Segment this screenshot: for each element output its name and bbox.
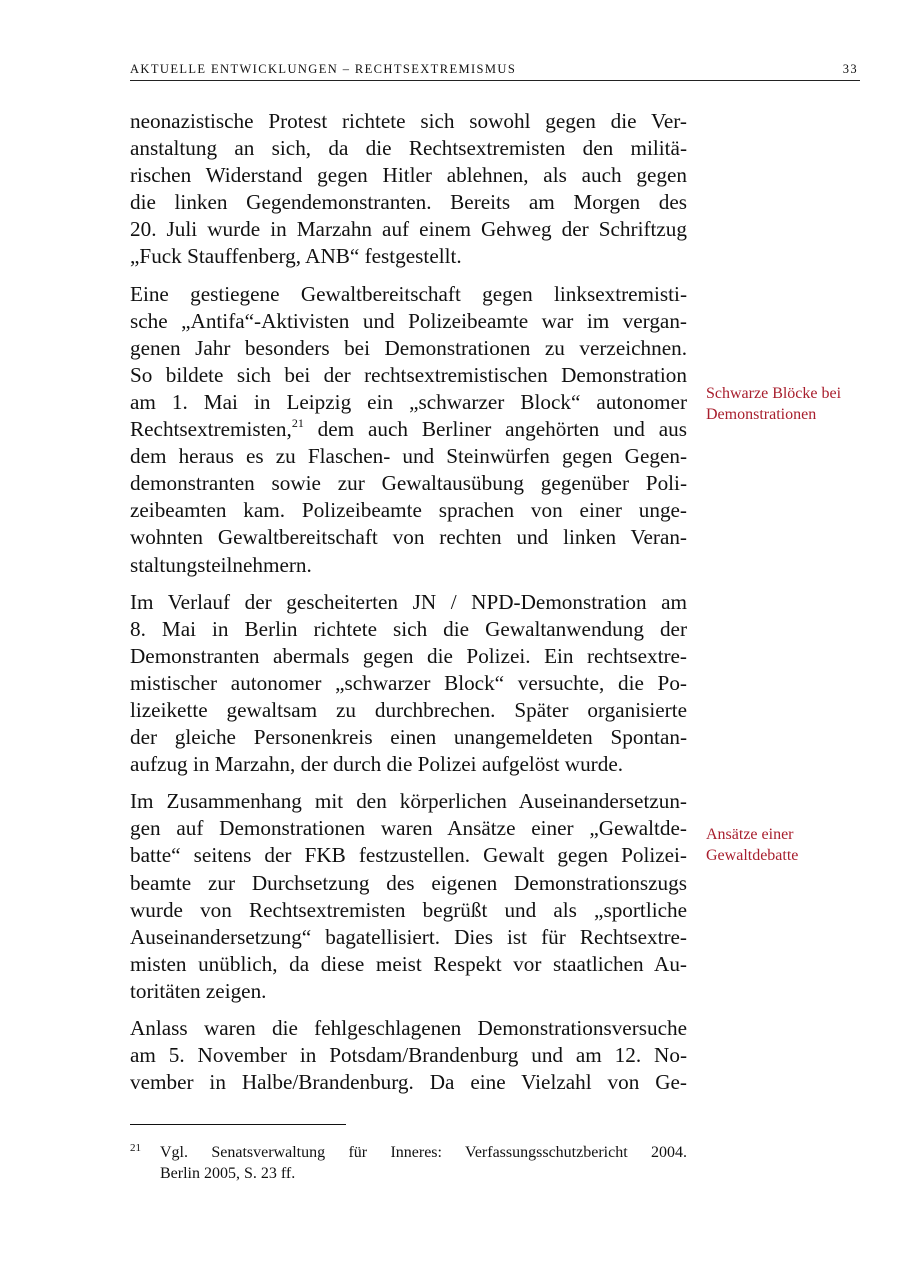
footnote-reference[interactable]: 21	[291, 416, 304, 431]
text-line: lizeikette gewaltsam zu durchbrechen. Später organisierte	[130, 697, 687, 722]
text-line: Eine gestiegene Gewaltbereitschaft gegen linksextremisti-	[130, 281, 687, 306]
text-line: die linken Gegendemonstranten. Bereits am Morgen des	[130, 190, 687, 215]
text-line: misten unüblich, da diese meist Respekt vor staatlichen Au-	[130, 951, 687, 976]
text-line: neonazistische Protest richtete sich sowohl gegen die Ver-	[130, 109, 687, 133]
text-line: wurde von Rechtsextremisten begrüßt und als „sportliche	[130, 897, 687, 922]
text-fragment: Rechtsextremisten,	[130, 417, 292, 442]
page-number: 33	[842, 62, 858, 76]
text-line: rischen Widerstand gegen Hitler ablehnen, als auch gegen	[130, 163, 687, 188]
text-line: genen Jahr besonders bei Demonstrationen zu verzeichnen.	[130, 335, 687, 360]
text-line: mistischer autonomer „schwarzer Block“ versuchte, die Po-	[130, 670, 687, 695]
text-line: gen auf Demonstrationen waren Ansätze einer „Gewaltde-	[130, 816, 687, 841]
text-line: wohnten Gewaltbereitschaft von rechten und linken Veran-	[130, 525, 687, 550]
text-line: toritäten zeigen.	[130, 978, 267, 1003]
margin-note-schwarze-bloecke	[706, 383, 876, 425]
text-line: Auseinandersetzung“ bagatellisiert. Dies ist für Rechtsextre-	[130, 924, 687, 949]
margin-note-line: Gewaltdebatte	[706, 847, 799, 864]
text-line: vember in Halbe/Brandenburg. Da eine Vielzahl von Ge-	[130, 1070, 687, 1095]
text-line: aufzug in Marzahn, der durch die Polizei aufgelöst wurde.	[130, 752, 624, 777]
text-line: demonstranten sowie zur Gewaltausübung gegenüber Poli-	[130, 471, 687, 496]
text-line: Anlass waren die fehlgeschlagenen Demonstrationsversuche	[130, 1016, 687, 1040]
text-line: am 5. November in Potsdam/Brandenburg und am 12. No-	[130, 1043, 687, 1068]
text-line	[130, 416, 687, 443]
margin-note-gewaltdebatte	[706, 824, 876, 866]
text-line: 8. Mai in Berlin richtete sich die Gewaltanwendung der	[130, 616, 687, 641]
text-line: beamte zur Durchsetzung des eigenen Demonstrationszugs	[130, 870, 687, 895]
margin-note-line: Demonstrationen	[706, 406, 817, 423]
paragraph-1	[130, 108, 687, 271]
text-line: sche „Antifa“-Aktivisten und Polizeibeamte war im vergan-	[130, 308, 687, 333]
text-line: dem heraus es zu Flaschen- und Steinwürfen gegen Gegen-	[130, 444, 687, 469]
margin-note-line: Ansätze einer	[706, 826, 794, 843]
text-line: Demonstranten abermals gegen die Polizei. Ein rechtsextre-	[130, 643, 687, 668]
footnote-divider	[130, 1124, 346, 1125]
text-line: 20. Juli wurde in Marzahn auf einem Gehweg der Schriftzug	[130, 217, 687, 242]
text-line: am 1. Mai in Leipzig ein „schwarzer Block“ autonomer	[130, 389, 687, 414]
header-title: AKTUELLE ENTWICKLUNGEN – RECHTSEXTREMISMUS	[130, 62, 517, 76]
footnote-line: Berlin 2005, S. 23 ff.	[160, 1165, 296, 1182]
footnote-text	[160, 1142, 687, 1184]
text-line: So bildete sich bei der rechtsextremistischen Demonstration	[130, 362, 687, 387]
text-line: Im Verlauf der gescheiterten JN / NPD-Demonstration am	[130, 589, 687, 614]
main-text	[130, 108, 687, 1106]
text-line: staltungsteilnehmern.	[130, 552, 312, 577]
text-line: anstaltung an sich, da die Rechtsextremisten den militä-	[130, 136, 687, 161]
paragraph-4	[130, 788, 687, 1005]
text-line: Im Zusammenhang mit den körperlichen Auseinandersetzun-	[130, 789, 687, 814]
paragraph-5	[130, 1015, 687, 1096]
footnote-number: 21	[130, 1142, 141, 1154]
text-line: zeibeamten kam. Polizeibeamte sprachen von einer unge-	[130, 498, 687, 523]
paragraph-3	[130, 589, 687, 779]
running-header	[130, 62, 860, 81]
text-fragment: dem auch Berliner angehörten und aus	[303, 417, 687, 442]
text-line: batte“ seitens der FKB festzustellen. Gewalt gegen Polizei-	[130, 843, 687, 868]
paragraph-2	[130, 281, 687, 579]
margin-note-line: Schwarze Blöcke bei	[706, 385, 842, 402]
text-line: der gleiche Personenkreis einen unangemeldeten Spontan-	[130, 725, 687, 750]
text-line: „Fuck Stauffenberg, ANB“ festgestellt.	[130, 244, 462, 269]
footnote-line: Vgl. Senatsverwaltung für Inneres: Verfassungsschutzbericht 2004.	[160, 1144, 687, 1161]
